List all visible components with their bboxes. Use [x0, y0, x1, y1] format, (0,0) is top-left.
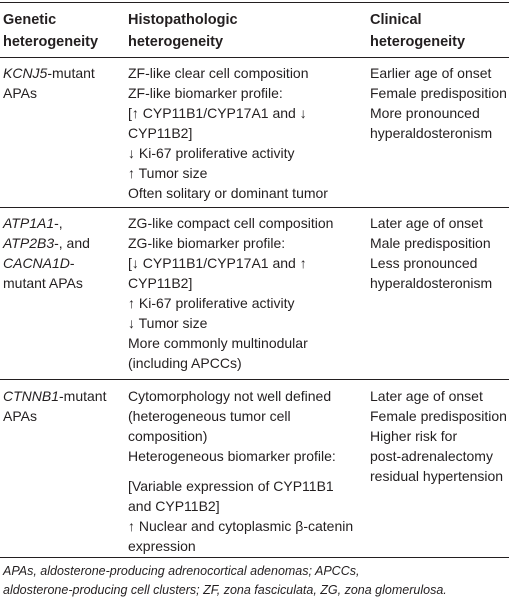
row3-genetic: CTNNB1-mutant APAs	[3, 388, 107, 424]
row2-genetic: ATP1A1-, ATP2B3-, and CACNA1D- mutant APAs	[3, 215, 90, 291]
header-rule	[0, 57, 509, 58]
table-top-rule	[0, 2, 509, 3]
row2-clinical: Later age of onset Male predisposition Less pronounced hyperaldosteronism	[370, 215, 493, 291]
row1-clinical: Earlier age of onset Female predisposition More pronounced hyperaldosteronism	[370, 65, 507, 141]
header-genetic: Genetic heterogeneity	[3, 12, 99, 50]
row1-genetic: KCNJ5-mutant APAs	[3, 65, 95, 101]
row3-histopathologic: Cytomorphology not well defined (heterogeneous tumor cell composition) Heterogeneous biomarker profile: [Variable expression of CYP11B1 and CYP11B2] ↑ Nuclear and cytoplasmic β-catenin expression	[128, 388, 354, 554]
table-bottom-rule	[0, 557, 509, 558]
row3-clinical: Later age of onset Female predisposition Higher risk for post-adrenalectomy residual hypertension	[370, 388, 507, 484]
header-clinical: Clinical heterogeneity	[370, 12, 466, 50]
row1-histopathologic: ZF-like clear cell composition ZF-like biomarker profile: [↑ CYP11B1/CYP17A1 and ↓ CYP11B2] ↓ Ki-67 proliferative activity ↑ Tumor size Often solitary or dominant tumor	[128, 65, 328, 201]
row2-histopathologic: ZG-like compact cell composition ZG-like biomarker profile: [↓ CYP11B1/CYP17A1 and ↑ CYP11B2] ↑ Ki-67 proliferative activity ↓ Tumor size More commonly multinodular (including APCCs)	[128, 215, 334, 371]
row2-rule	[0, 379, 509, 380]
header-histopathologic: Histopathologic heterogeneity	[128, 12, 238, 50]
table-footnote: APAs, aldosterone-producing adrenocortical adenomas; APCCs, aldosterone-producing cell clusters; ZF, zona fasciculata, ZG, zona glomerulosa.	[3, 564, 447, 597]
row1-rule	[0, 207, 509, 208]
